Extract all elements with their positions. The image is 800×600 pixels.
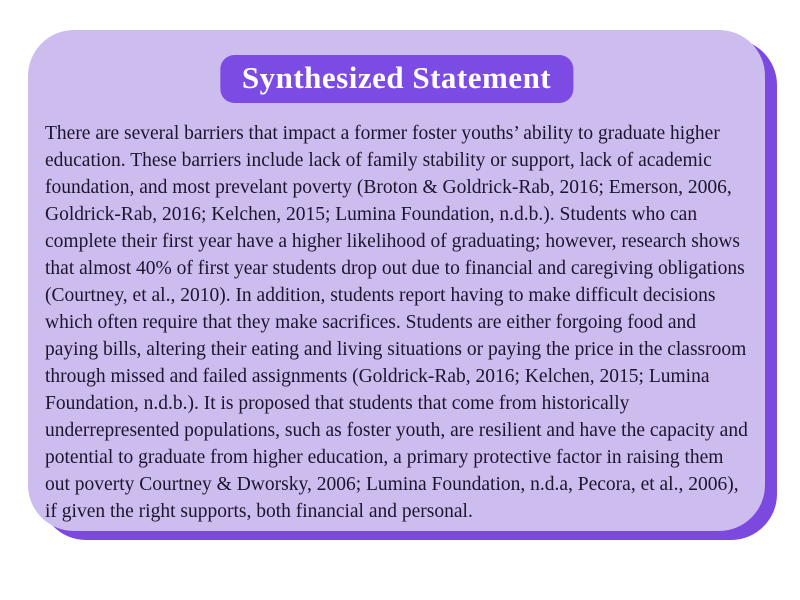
page-title: Synthesized Statement — [241, 60, 552, 95]
title-badge — [220, 55, 573, 103]
statement-paragraph: There are several barriers that impact a former foster youths’ ability to graduate higher education. These barriers include lack of family stability or support, lack of academic foundation, and most prevelant poverty (Broton & Goldrick-Rab, 2016; Emerson, 2006, Goldrick-Rab, 2016; Kelchen, 2015; Lumina Foundation, n.d.b.). Students who can complete their first year have a higher likelihood of graduating; however, research shows that almost 40% of first year students drop out due to financial and caregiving obligations (Courtney, et al., 2010). In addition, students report having to make difficult decisions which often require that they make sacrifices. Students are either forgoing food and paying bills, altering their eating and living situations or paying the price in the classroom through missed and failed assignments (Goldrick-Rab, 2016; Kelchen, 2015; Lumina Foundation, n.d.b.). It is proposed that students that come from historically underrepresented populations, such as foster youth, are resilient and have the capacity and potential to graduate from higher education, a primary protective factor in raising them out poverty Courtney & Dworsky, 2006; Lumina Foundation, n.d.a, Pecora, et al., 2006), if given the right supports, both financial and personal. — [45, 123, 748, 522]
statement-card — [28, 30, 765, 531]
